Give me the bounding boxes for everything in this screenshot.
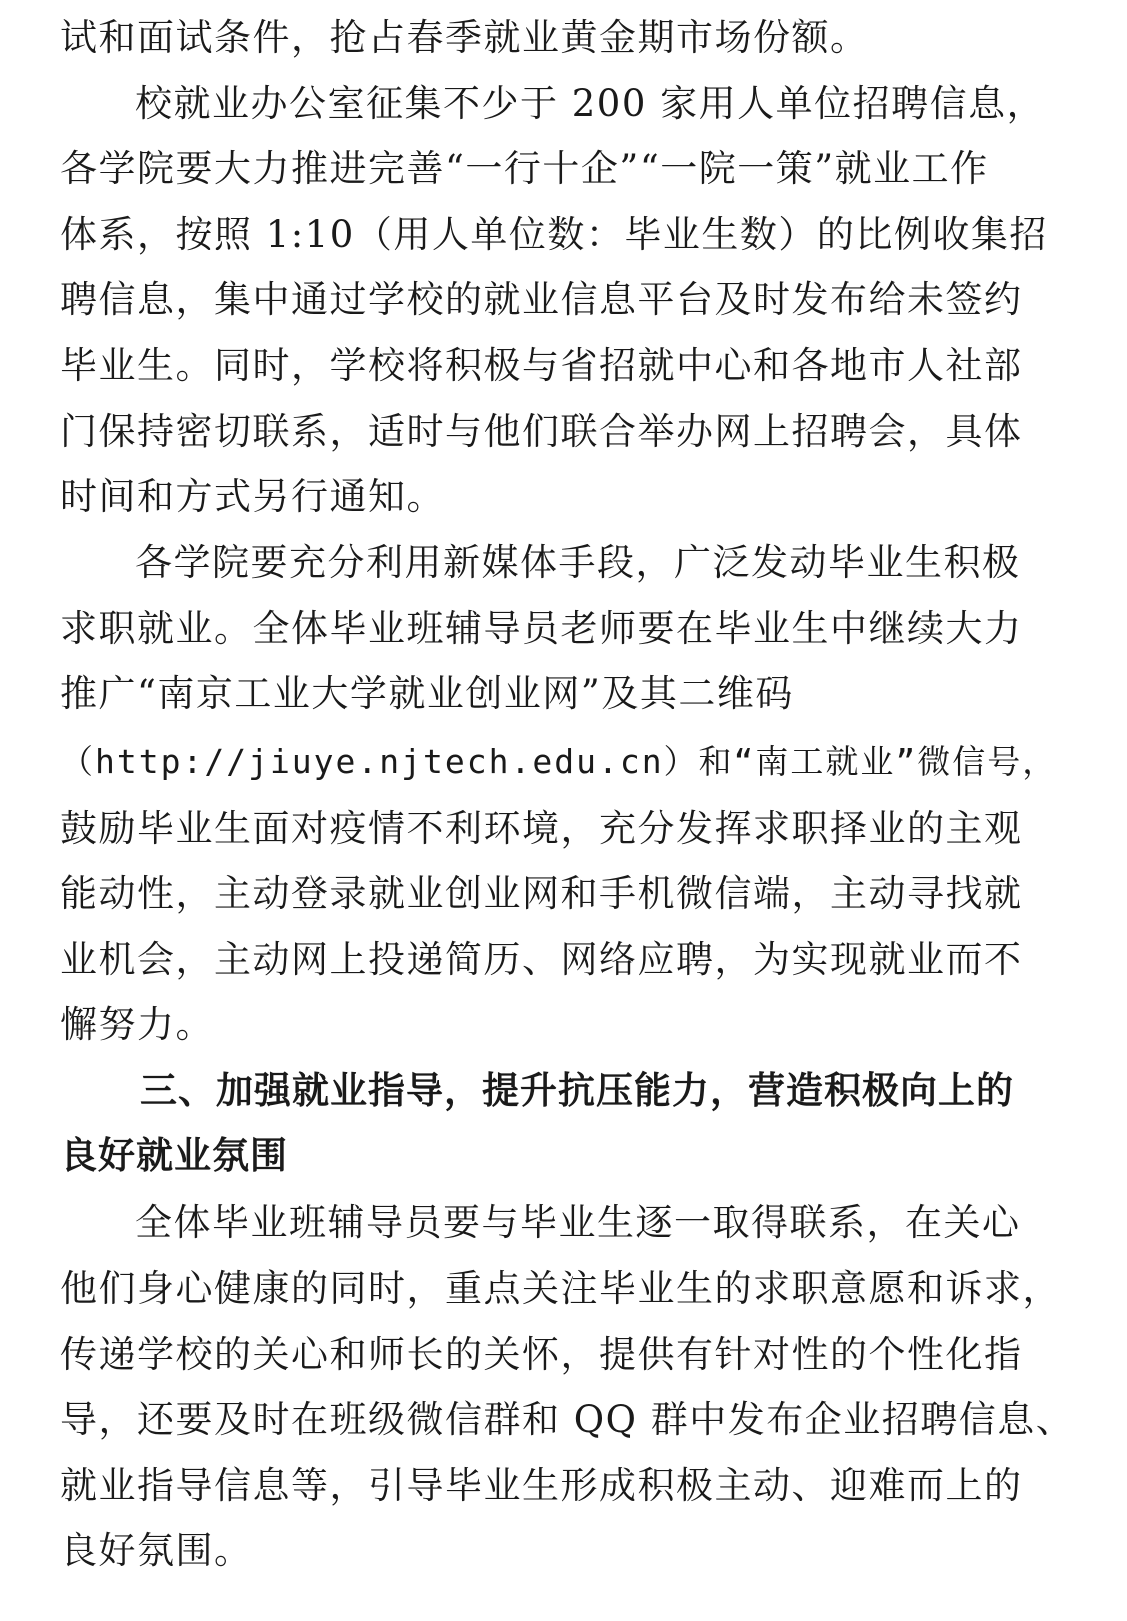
url-line: （http://jiuye.njtech.edu.cn）和“南工就业”微信号，: [60, 742, 1058, 781]
text-line-15: 业机会，主动网上投递简历、网络应聘，为实现就业而不: [60, 938, 1023, 981]
text-line-20: 他们身心健康的同时，重点关注毕业生的求职意愿和诉求，: [60, 1267, 1061, 1310]
text-line-19: 全体毕业班辅导员要与毕业生逐一取得联系，在关心: [135, 1201, 1021, 1244]
text-line-7: 门保持密切联系，适时与他们联合举办网上招聘会，具体: [60, 410, 1023, 453]
text-line-23: 就业指导信息等，引导毕业生形成积极主动、迎难而上的: [60, 1464, 1023, 1507]
text-line-22: 导，还要及时在班级微信群和 QQ 群中发布企业招聘信息、: [60, 1398, 1075, 1441]
text-line-9: 各学院要充分利用新媒体手段，广泛发动毕业生积极: [135, 541, 1021, 584]
text-line-1: 试和面试条件，抢占春季就业黄金期市场份额。: [60, 16, 869, 59]
text-line-14: 能动性，主动登录就业创业网和手机微信端，主动寻找就: [60, 872, 1023, 915]
text-line-4: 体系，按照 1:10（用人单位数：毕业生数）的比例收集招: [60, 213, 1048, 256]
text-line-3: 各学院要大力推进完善“一行十企”“一院一策”就业工作: [60, 147, 989, 190]
text-line-13: 鼓励毕业生面对疫情不利环境，充分发挥求职择业的主观: [60, 807, 1023, 850]
text-line-11: 推广“南京工业大学就业创业网”及其二维码: [60, 672, 794, 715]
text-line-2: 校就业办公室征集不少于 200 家用人单位招聘信息，: [135, 82, 1046, 125]
section-heading-line-2: 良好就业氛围: [60, 1134, 288, 1177]
text-line-5: 聘信息，集中通过学校的就业信息平台及时发布给未签约: [60, 278, 1023, 321]
text-line-16: 懈努力。: [60, 1003, 214, 1046]
text-line-24: 良好氛围。: [60, 1529, 253, 1572]
text-line-10: 求职就业。全体毕业班辅导员老师要在毕业生中继续大力: [60, 607, 1023, 650]
section-heading-line-1: 三、加强就业指导，提升抗压能力，营造积极向上的: [140, 1069, 1014, 1112]
text-line-8: 时间和方式另行通知。: [60, 475, 445, 518]
text-line-6: 毕业生。同时，学校将积极与省招就中心和各地市人社部: [60, 344, 1023, 387]
text-line-21: 传递学校的关心和师长的关怀，提供有针对性的个性化指: [60, 1333, 1023, 1376]
